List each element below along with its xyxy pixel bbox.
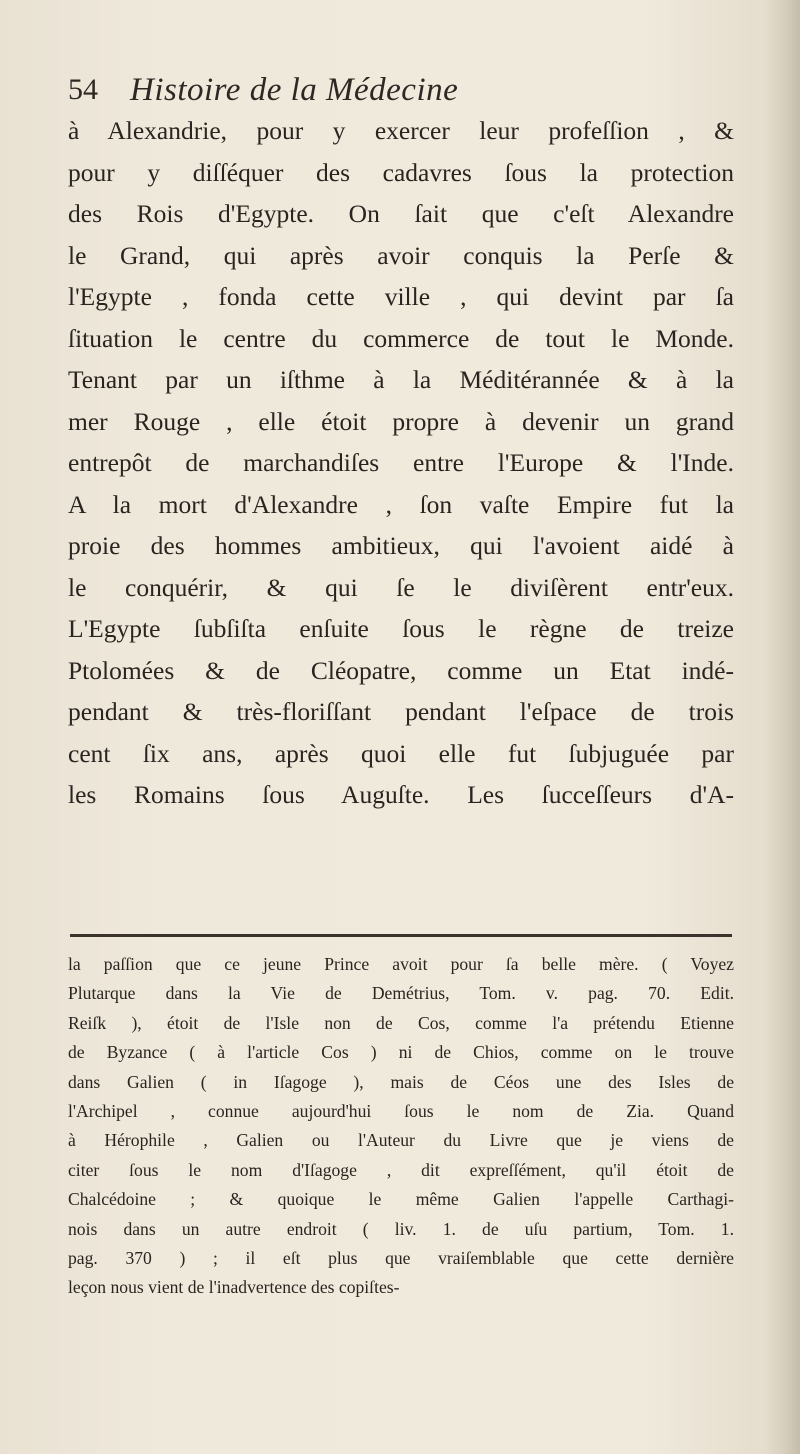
footnote-line: citer ſous le nom d'Iſagoge , dit expreſſément, qu'il étoit de — [68, 1159, 734, 1180]
footnote-line: pag. 370 ) ; il eſt plus que vraiſemblable que cette dernière — [68, 1247, 734, 1268]
footnote-line: Chalcédoine ; & quoique le même Galien l'appelle Carthagi- — [68, 1189, 734, 1210]
footnote-line: nois dans un autre endroit ( liv. 1. de uſu partium, Tom. 1. — [68, 1218, 734, 1239]
footnote-block — [68, 950, 734, 1303]
text-line: l'Egypte , fonda cette ville , qui devint par ſa — [68, 282, 734, 311]
footnote-line: dans Galien ( in Iſagoge ), mais de Céos une des Isles de — [68, 1071, 734, 1092]
footnote-line: la paſſion que ce jeune Prince avoit pour ſa belle mère. ( Voyez — [68, 954, 734, 974]
text-line: Ptolomées & de Cléopatre, comme un Etat indé- — [68, 655, 734, 685]
text-line: proie des hommes ambitieux, qui l'avoient aidé à — [68, 531, 734, 560]
text-line: pendant & très-floriſſant pendant l'eſpace de trois — [68, 697, 734, 726]
text-line: mer Rouge , elle étoit propre à devenir un grand — [68, 406, 734, 436]
main-text — [68, 110, 734, 816]
page-edge-shadow — [764, 0, 800, 1454]
footnote-line: Reiſk ), étoit de l'Isle non de Cos, comme l'a prétendu Etienne — [68, 1012, 734, 1033]
text-line: Tenant par un iſthme à la Méditérannée & à la — [68, 365, 734, 394]
page-number: 54 — [68, 73, 98, 106]
text-line: les Romains ſous Auguſte. Les ſucceſſeurs d'A- — [68, 780, 734, 809]
text-line: ſituation le centre du commerce de tout le Monde. — [68, 323, 734, 353]
text-line: des Rois d'Egypte. On ſait que c'eſt Alexandre — [68, 199, 734, 228]
footnote-line: Plutarque dans la Vie de Demétrius, Tom. v. pag. 70. Edit. — [68, 983, 734, 1004]
running-title: Histoire de la Médecine — [130, 72, 459, 108]
text-line: à Alexandrie, pour y exercer leur profeſſion , & — [68, 116, 734, 145]
text-line: le Grand, qui après avoir conquis la Perſe & — [68, 240, 734, 270]
text-line: A la mort d'Alexandre , ſon vaſte Empire fut la — [68, 489, 734, 519]
footnote-rule — [70, 934, 732, 937]
text-line: le conquérir, & qui ſe le diviſèrent entr'eux. — [68, 572, 734, 602]
footnote-line: l'Archipel , connue aujourd'hui ſous le nom de Zia. Quand — [68, 1100, 734, 1121]
text-line: cent ſix ans, après quoi elle fut ſubjuguée par — [68, 738, 734, 768]
footnote-line: leçon nous vient de l'inadvertence des copiſtes- — [68, 1277, 400, 1298]
footnote-line: à Hérophile , Galien ou l'Auteur du Livre que je viens de — [68, 1130, 734, 1151]
footnote-line: de Byzance ( à l'article Cos ) ni de Chios, comme on le trouve — [68, 1042, 734, 1063]
text-line: pour y diſſéquer des cadavres ſous la protection — [68, 157, 734, 187]
text-line: entrepôt de marchandiſes entre l'Europe & l'Inde. — [68, 448, 734, 477]
text-line: L'Egypte ſubſiſta enſuite ſous le règne de treize — [68, 614, 734, 643]
